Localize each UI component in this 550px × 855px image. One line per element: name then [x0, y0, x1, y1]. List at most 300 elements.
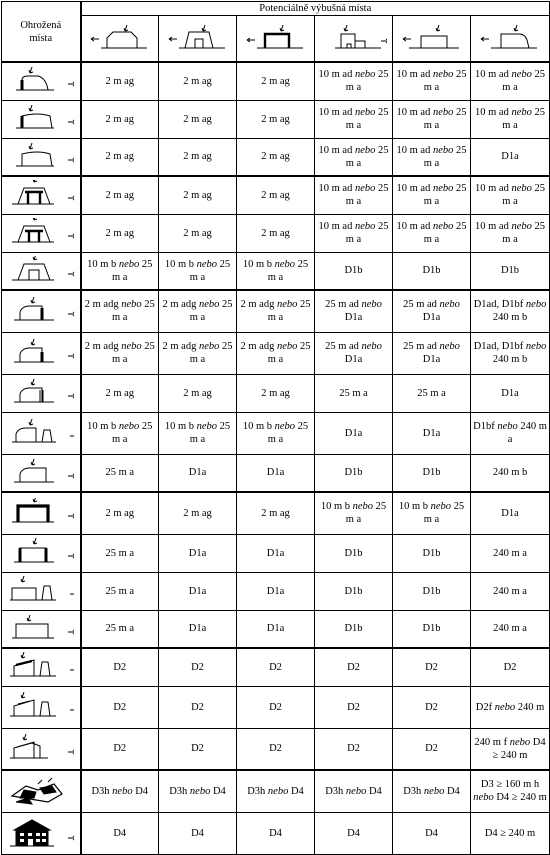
distance-value: 2 m ag: [183, 507, 212, 519]
row-icon-cell: [2, 686, 81, 728]
distance-value: D2: [503, 661, 517, 673]
distance-value: 10 m b nebo 25 m a: [164, 421, 231, 445]
distance-cell: [159, 332, 237, 374]
distance-value: D2: [113, 743, 127, 755]
distance-cell: [393, 812, 471, 854]
distance-cell: [315, 812, 393, 854]
distance-value: D3h nebo D4: [403, 785, 460, 797]
row-icon-cell: [2, 252, 81, 290]
table-row: [2, 728, 550, 770]
row-icon-cell: [2, 728, 81, 770]
row-icon-cell: [2, 176, 81, 214]
distance-value: 25 m ad nebo D1a: [325, 299, 382, 324]
row-icon-cell: [2, 138, 81, 176]
distance-value: 2 m ag: [183, 189, 212, 201]
table-row: [2, 610, 550, 648]
distance-value: 10 m b nebo 25 m a: [242, 421, 309, 445]
distance-value: D2: [269, 661, 282, 673]
table-row: [2, 812, 550, 854]
distance-cell: [81, 290, 159, 332]
distance-value: D3h nebo D4: [247, 785, 304, 797]
distance-cell: [471, 214, 550, 252]
distance-cell: [393, 492, 471, 534]
distance-value: 2 m ag: [183, 113, 212, 125]
distance-cell: [471, 572, 550, 610]
distance-value: D2: [347, 743, 360, 755]
distance-cell: [471, 374, 550, 412]
table-row: [2, 374, 550, 412]
distance-value: D1ad, D1bf nebo 240 m b: [473, 299, 547, 324]
distance-value: D2: [191, 661, 204, 673]
distance-cell: [81, 770, 159, 812]
distance-value: D2: [191, 743, 204, 755]
distance-cell: [159, 412, 237, 454]
distance-cell: [237, 534, 315, 572]
distance-value: 25 m ad nebo D1a: [403, 299, 460, 324]
distance-value: 10 m ad nebo 25 m a: [475, 107, 546, 131]
row-icon-cell: [2, 812, 81, 854]
distance-value: D3h nebo D4: [169, 785, 226, 797]
shed-roof-open-annex-icon: [8, 692, 74, 722]
distance-value: 2 m ag: [105, 189, 135, 201]
distance-value: D4: [347, 827, 360, 839]
distance-value: 2 m adg nebo 25 m a: [84, 341, 155, 365]
distance-cell: [315, 648, 393, 686]
distance-cell: [315, 728, 393, 770]
distance-cell: [237, 492, 315, 534]
distance-value: D2: [113, 661, 127, 673]
distance-cell: [237, 62, 315, 100]
distance-cell: [315, 332, 393, 374]
distance-cell: [81, 572, 159, 610]
distance-cell: [471, 648, 550, 686]
distance-cell: [393, 610, 471, 648]
row-icon-cell: [2, 290, 81, 332]
curved-roof-thick-right-wall-icon: [8, 296, 74, 326]
distance-value: 25 m a: [105, 623, 135, 635]
distance-cell: [471, 534, 550, 572]
distance-value: D1b: [344, 547, 363, 559]
table-row: [2, 332, 550, 374]
distance-cell: [471, 686, 550, 728]
distance-value: D1bf nebo 240 m a: [473, 421, 547, 445]
distance-cell: [393, 412, 471, 454]
distance-cell: [237, 374, 315, 412]
distance-cell: [237, 610, 315, 648]
distance-value: 10 m b nebo 25 m a: [87, 421, 153, 445]
trapezoid-thick-door-icon: [8, 180, 74, 210]
distance-value: 25 m a: [417, 387, 446, 399]
distance-cell: [81, 252, 159, 290]
distance-cell: [393, 138, 471, 176]
table-row: [2, 176, 550, 214]
building-with-door-icon: [165, 24, 231, 54]
distance-value: 25 m a: [339, 387, 368, 399]
row-icon-cell: [2, 374, 81, 412]
curved-roof-thin-wall-icon: [8, 142, 74, 172]
table-row: [2, 648, 550, 686]
distance-value: 2 m ag: [105, 227, 135, 239]
distance-cell: [237, 770, 315, 812]
distance-value: 10 m b nebo 25 m a: [87, 258, 153, 283]
trapezoid-thin-door-icon: [8, 256, 74, 286]
distance-cell: [159, 252, 237, 290]
distance-cell: [315, 100, 393, 138]
distance-cell: [159, 214, 237, 252]
distance-cell: [471, 290, 550, 332]
distance-cell: [315, 290, 393, 332]
flat-roof-thick-frame-icon: [8, 498, 74, 528]
distance-value: 240 m a: [493, 585, 527, 597]
distance-cell: [471, 454, 550, 492]
flat-roof-with-annex-icon: [8, 576, 74, 606]
distance-value: D2: [425, 661, 438, 673]
row-icon-cell: [2, 492, 81, 534]
distance-cell: [237, 454, 315, 492]
row-icon-cell: [2, 412, 81, 454]
distance-value: 2 m adg nebo 25 m a: [162, 299, 233, 324]
distance-cell: [393, 374, 471, 412]
distance-value: D1ad, D1bf nebo 240 m b: [473, 341, 547, 365]
row-icon-cell: [2, 534, 81, 572]
table-row: [2, 534, 550, 572]
distance-cell: [393, 454, 471, 492]
shed-roof-with-annex-icon: [8, 652, 74, 682]
distance-value: 2 m ag: [105, 75, 135, 87]
distance-cell: [315, 454, 393, 492]
distance-value: 2 m ag: [183, 151, 212, 163]
distance-value: D1a: [344, 427, 363, 439]
distance-value: D1b: [422, 467, 441, 479]
distance-cell: [393, 572, 471, 610]
distance-value: 2 m adg nebo 25 m a: [162, 341, 233, 365]
distance-cell: [315, 252, 393, 290]
table-row: [2, 686, 550, 728]
distance-value: 10 m ad nebo 25 m a: [318, 183, 389, 208]
distance-cell: [393, 332, 471, 374]
distance-value: 25 m ad nebo D1a: [325, 341, 382, 365]
distance-value: D4: [113, 827, 127, 839]
distance-value: D1a: [501, 507, 519, 519]
distance-cell: [471, 252, 550, 290]
distance-cell: [393, 728, 471, 770]
distance-value: D2: [425, 701, 438, 713]
distance-cell: [471, 728, 550, 770]
distance-cell: [471, 138, 550, 176]
distance-value: 10 m b nebo 25 m a: [398, 501, 465, 526]
distance-cell: [81, 412, 159, 454]
distance-value: 10 m ad nebo 25 m a: [475, 221, 546, 245]
distance-value: D2: [347, 661, 360, 673]
distance-value: 2 m ag: [261, 507, 290, 519]
residential-house-icon: [8, 818, 74, 848]
distance-cell: [393, 290, 471, 332]
distance-cell: [393, 176, 471, 214]
distance-value: 2 m ag: [105, 507, 135, 519]
vehicles-icon: [8, 776, 74, 806]
rounded-roof-building-icon: [477, 24, 543, 54]
distance-cell: [81, 610, 159, 648]
distance-cell: [315, 492, 393, 534]
distance-value: D1b: [422, 623, 441, 635]
distance-cell: [159, 138, 237, 176]
distance-cell: [81, 728, 159, 770]
table-row: [2, 214, 550, 252]
distance-value: D4: [269, 827, 282, 839]
distance-cell: [81, 812, 159, 854]
column-header-2: [159, 16, 237, 63]
distance-cell: [471, 332, 550, 374]
distance-cell: [393, 214, 471, 252]
distance-value: 25 m ad nebo D1a: [403, 341, 460, 365]
curved-roof-with-annex-icon: [8, 418, 74, 448]
curved-roof-plain-icon: [8, 458, 74, 488]
distance-value: D3 ≥ 160 m h nebo D4 ≥ 240 m: [473, 779, 547, 804]
row-icon-cell: [2, 214, 81, 252]
row-header-label: [2, 2, 81, 63]
distance-value: 10 m ad nebo 25 m a: [396, 144, 467, 169]
distance-cell: [159, 374, 237, 412]
distance-value: D1a: [266, 623, 285, 635]
distance-cell: [81, 214, 159, 252]
distance-value: D1a: [188, 467, 207, 479]
distance-cell: [393, 648, 471, 686]
table-row: [2, 138, 550, 176]
distance-value: 10 m ad nebo 25 m a: [396, 221, 467, 245]
distance-cell: [237, 138, 315, 176]
distance-cell: [315, 176, 393, 214]
distance-value: D1a: [266, 585, 285, 597]
flat-roof-thick-walls-icon: [8, 538, 74, 568]
row-icon-cell: [2, 332, 81, 374]
distance-cell: [315, 214, 393, 252]
distance-cell: [81, 534, 159, 572]
table-row: [2, 252, 550, 290]
distance-cell: [315, 412, 393, 454]
distance-value: D2: [269, 701, 282, 713]
distance-value: D1b: [344, 585, 363, 597]
distance-cell: [159, 648, 237, 686]
distance-value: D1b: [344, 467, 363, 479]
distance-value: 2 m ag: [105, 387, 135, 399]
distance-value: 10 m ad nebo 25 m a: [318, 69, 389, 94]
distance-value: D1a: [501, 387, 519, 399]
table-row: [2, 412, 550, 454]
distance-cell: [393, 770, 471, 812]
trapezoid-thick-door-alt-icon: [8, 218, 74, 248]
distance-cell: [159, 770, 237, 812]
distance-cell: [315, 138, 393, 176]
distance-cell: [315, 770, 393, 812]
distance-value: D1b: [344, 623, 363, 635]
distance-value: D1a: [266, 547, 285, 559]
distance-cell: [393, 62, 471, 100]
table-row: [2, 290, 550, 332]
distance-cell: [393, 252, 471, 290]
building-with-annex-icon: [321, 24, 387, 54]
distance-value: 240 m b: [492, 467, 528, 479]
distance-value: D1a: [188, 547, 207, 559]
distance-cell: [315, 374, 393, 412]
distance-cell: [159, 610, 237, 648]
distance-value: 2 m ag: [183, 227, 212, 239]
distance-cell: [159, 176, 237, 214]
distance-value: D1b: [500, 265, 520, 277]
distance-value: 10 m b nebo 25 m a: [164, 258, 231, 283]
distance-value: 2 m adg nebo 25 m a: [84, 299, 155, 324]
curved-roof-thick-wall-icon: [8, 104, 74, 134]
distance-value: 2 m ag: [261, 75, 290, 87]
distance-cell: [471, 412, 550, 454]
distance-value: 10 m ad nebo 25 m a: [318, 144, 389, 169]
column-header-3: [237, 16, 315, 63]
explosion-distance-table: [1, 1, 550, 855]
distance-value: 2 m ag: [183, 75, 212, 87]
row-header-text: Ohrožená místa: [20, 19, 62, 44]
distance-value: 240 m a: [493, 547, 527, 559]
distance-value: 10 m ad nebo 25 m a: [396, 107, 467, 131]
distance-cell: [393, 686, 471, 728]
distance-cell: [159, 290, 237, 332]
distance-cell: [237, 648, 315, 686]
distance-cell: [315, 534, 393, 572]
shed-roof-open-icon: [8, 734, 74, 764]
distance-cell: [315, 610, 393, 648]
distance-cell: [471, 770, 550, 812]
column-group-title: Potenciálně výbušná místa: [81, 2, 550, 16]
distance-value: D1a: [188, 585, 207, 597]
distance-cell: [237, 252, 315, 290]
row-icon-cell: [2, 610, 81, 648]
distance-value: D2f nebo 240 m: [475, 701, 545, 713]
distance-value: 2 m ag: [261, 113, 290, 125]
curved-roof-right-wall-alt-icon: [8, 338, 74, 368]
distance-value: 25 m a: [105, 585, 135, 597]
distance-cell: [471, 492, 550, 534]
distance-cell: [315, 572, 393, 610]
distance-value: 2 m ag: [105, 113, 135, 125]
distance-cell: [471, 610, 550, 648]
distance-value: D1a: [266, 467, 285, 479]
column-header-1: [81, 16, 159, 63]
distance-cell: [237, 332, 315, 374]
distance-value: 10 m ad nebo 25 m a: [396, 69, 467, 94]
distance-value: D1b: [422, 547, 441, 559]
distance-value: 2 m ag: [261, 189, 290, 201]
row-icon-cell: [2, 572, 81, 610]
distance-cell: [81, 648, 159, 686]
distance-cell: [81, 176, 159, 214]
distance-value: D2: [113, 701, 127, 713]
distance-value: 10 m ad nebo 25 m a: [475, 183, 546, 208]
distance-value: D2: [191, 701, 204, 713]
distance-value: D4: [425, 827, 438, 839]
distance-value: 2 m ag: [105, 151, 135, 163]
distance-cell: [81, 492, 159, 534]
curved-roof-thick-left-wall-icon: [8, 66, 74, 96]
distance-cell: [159, 62, 237, 100]
distance-cell: [237, 686, 315, 728]
distance-value: 2 m ag: [261, 227, 290, 239]
distance-cell: [393, 534, 471, 572]
row-icon-cell: [2, 62, 81, 100]
distance-value: D2: [269, 743, 282, 755]
curved-roof-hatched-wall-icon: [8, 378, 74, 408]
distance-value: 2 m ag: [261, 151, 290, 163]
distance-value: 10 m ad nebo 25 m a: [318, 221, 389, 245]
distance-cell: [81, 332, 159, 374]
distance-cell: [159, 812, 237, 854]
distance-value: D2: [347, 701, 360, 713]
distance-value: 2 m ag: [261, 387, 290, 399]
distance-value: D2: [425, 743, 438, 755]
distance-cell: [159, 572, 237, 610]
distance-cell: [471, 812, 550, 854]
distance-value: 2 m adg nebo 25 m a: [240, 341, 311, 365]
flat-roof-plain-icon: [8, 614, 74, 644]
distance-value: 10 m b nebo 25 m a: [320, 501, 387, 526]
distance-value: 25 m a: [105, 547, 135, 559]
building-thick-walls-icon: [243, 24, 309, 54]
table-row: [2, 454, 550, 492]
distance-value: 10 m b nebo 25 m a: [242, 258, 309, 283]
distance-cell: [81, 138, 159, 176]
distance-cell: [81, 374, 159, 412]
distance-cell: [81, 100, 159, 138]
distance-cell: [159, 100, 237, 138]
distance-value: D1b: [344, 265, 363, 277]
flat-building-icon: [399, 24, 465, 54]
distance-value: D4: [191, 827, 204, 839]
distance-value: D3h nebo D4: [325, 785, 382, 797]
row-icon-cell: [2, 648, 81, 686]
table-row: [2, 100, 550, 138]
distance-cell: [159, 492, 237, 534]
table-row: [2, 770, 550, 812]
distance-cell: [237, 176, 315, 214]
distance-cell: [471, 62, 550, 100]
distance-value: D1a: [188, 623, 207, 635]
distance-cell: [159, 534, 237, 572]
distance-value: 10 m ad nebo 25 m a: [396, 183, 467, 208]
column-header-5: [393, 16, 471, 63]
distance-value: 240 m f nebo D4 ≥ 240 m: [474, 736, 546, 761]
distance-cell: [237, 412, 315, 454]
distance-value: 10 m ad nebo 25 m a: [475, 69, 546, 94]
distance-value: D1b: [422, 265, 441, 277]
column-header-6: [471, 16, 550, 63]
distance-value: 240 m a: [493, 623, 527, 635]
table-row: [2, 62, 550, 100]
column-header-4: [315, 16, 393, 63]
distance-cell: [81, 686, 159, 728]
distance-value: 2 m ag: [183, 387, 212, 399]
distance-value: 10 m ad nebo 25 m a: [318, 107, 389, 131]
distance-value: D1a: [422, 427, 441, 439]
distance-value: D1b: [422, 585, 441, 597]
distance-value: 2 m adg nebo 25 m a: [240, 299, 311, 324]
distance-cell: [237, 214, 315, 252]
distance-cell: [237, 100, 315, 138]
distance-cell: [81, 454, 159, 492]
row-icon-cell: [2, 454, 81, 492]
distance-cell: [315, 62, 393, 100]
table-row: [2, 572, 550, 610]
distance-value: 25 m a: [105, 467, 135, 479]
building-open-left-icon: [87, 24, 153, 54]
distance-cell: [81, 62, 159, 100]
distance-cell: [471, 176, 550, 214]
